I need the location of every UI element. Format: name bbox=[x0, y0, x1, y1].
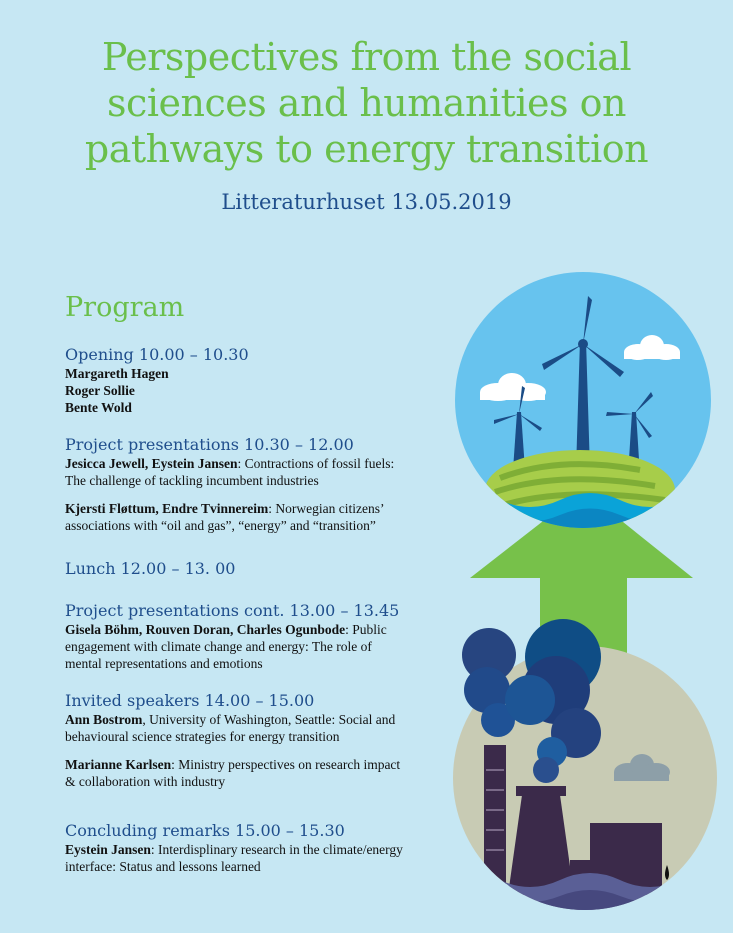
speaker-name: Bente Wold bbox=[65, 400, 132, 415]
session-invited-speakers bbox=[65, 691, 455, 790]
speaker-name: Gisela Böhm, Rouven Doran, Charles Ogunbode bbox=[65, 622, 346, 637]
session-title: Project presentations 10.30 – 12.00 bbox=[65, 435, 354, 454]
title-line: Perspectives from the social bbox=[101, 35, 632, 79]
session-title: Lunch 12.00 – 13. 00 bbox=[65, 559, 236, 578]
session-title: Concluding remarks 15.00 – 15.30 bbox=[65, 821, 345, 840]
talk-title: interface: Status and lessons learned bbox=[65, 859, 261, 874]
talk-title: : Public bbox=[345, 622, 387, 637]
title-line: sciences and humanities on bbox=[107, 81, 626, 125]
speaker-name: Eystein Jansen bbox=[65, 842, 151, 857]
session-lunch bbox=[65, 559, 455, 579]
session-opening bbox=[65, 345, 455, 416]
talk-line bbox=[65, 841, 455, 858]
speaker-name: Marianne Karlsen bbox=[65, 757, 172, 772]
talk-title: mental representations and emotions bbox=[65, 656, 263, 671]
session-project-presentations bbox=[65, 435, 455, 534]
program-heading: Program bbox=[65, 292, 185, 323]
session-title: Opening 10.00 – 10.30 bbox=[65, 345, 249, 364]
session-project-presentations-cont bbox=[65, 601, 455, 672]
speaker-name: Roger Sollie bbox=[65, 383, 135, 398]
talk-line bbox=[65, 455, 455, 472]
talk-title: , University of Washington, Seattle: Social and bbox=[142, 712, 396, 727]
talk-title: : Interdisplinary research in the climate/energy bbox=[150, 842, 403, 857]
event-subtitle: Litteraturhuset 13.05.2019 bbox=[221, 190, 512, 214]
talk-title: behavioural science strategies for energy transition bbox=[65, 729, 340, 744]
talk-line bbox=[65, 711, 455, 728]
talk-title: : Contractions of fossil fuels: bbox=[237, 456, 395, 471]
wind-turbine-icon bbox=[440, 272, 720, 540]
talk-line bbox=[65, 500, 455, 517]
talk-title: engagement with climate change and energy: The role of bbox=[65, 639, 372, 654]
title-line: pathways to energy transition bbox=[84, 127, 649, 171]
talk-line bbox=[65, 621, 455, 638]
page-title bbox=[0, 34, 733, 172]
speaker-name: Ann Bostrom bbox=[65, 712, 143, 727]
speaker-name: Jesicca Jewell, Eystein Jansen bbox=[65, 456, 238, 471]
talk-title: & collaboration with industry bbox=[65, 774, 226, 789]
session-title: Invited speakers 14.00 – 15.00 bbox=[65, 691, 315, 710]
talk-line bbox=[65, 756, 455, 773]
session-title: Project presentations cont. 13.00 – 13.45 bbox=[65, 601, 400, 620]
speaker-name: Kjersti Fløttum, Endre Tvinnereim bbox=[65, 501, 269, 516]
talk-title: : Norwegian citizens’ bbox=[268, 501, 385, 516]
talk-title: The challenge of tackling incumbent industries bbox=[65, 473, 319, 488]
talk-title: : Ministry perspectives on research impact bbox=[171, 757, 401, 772]
session-concluding-remarks bbox=[65, 821, 455, 875]
talk-title: associations with “oil and gas”, “energy” and “transition” bbox=[65, 518, 376, 533]
speaker-name: Margareth Hagen bbox=[65, 366, 169, 381]
